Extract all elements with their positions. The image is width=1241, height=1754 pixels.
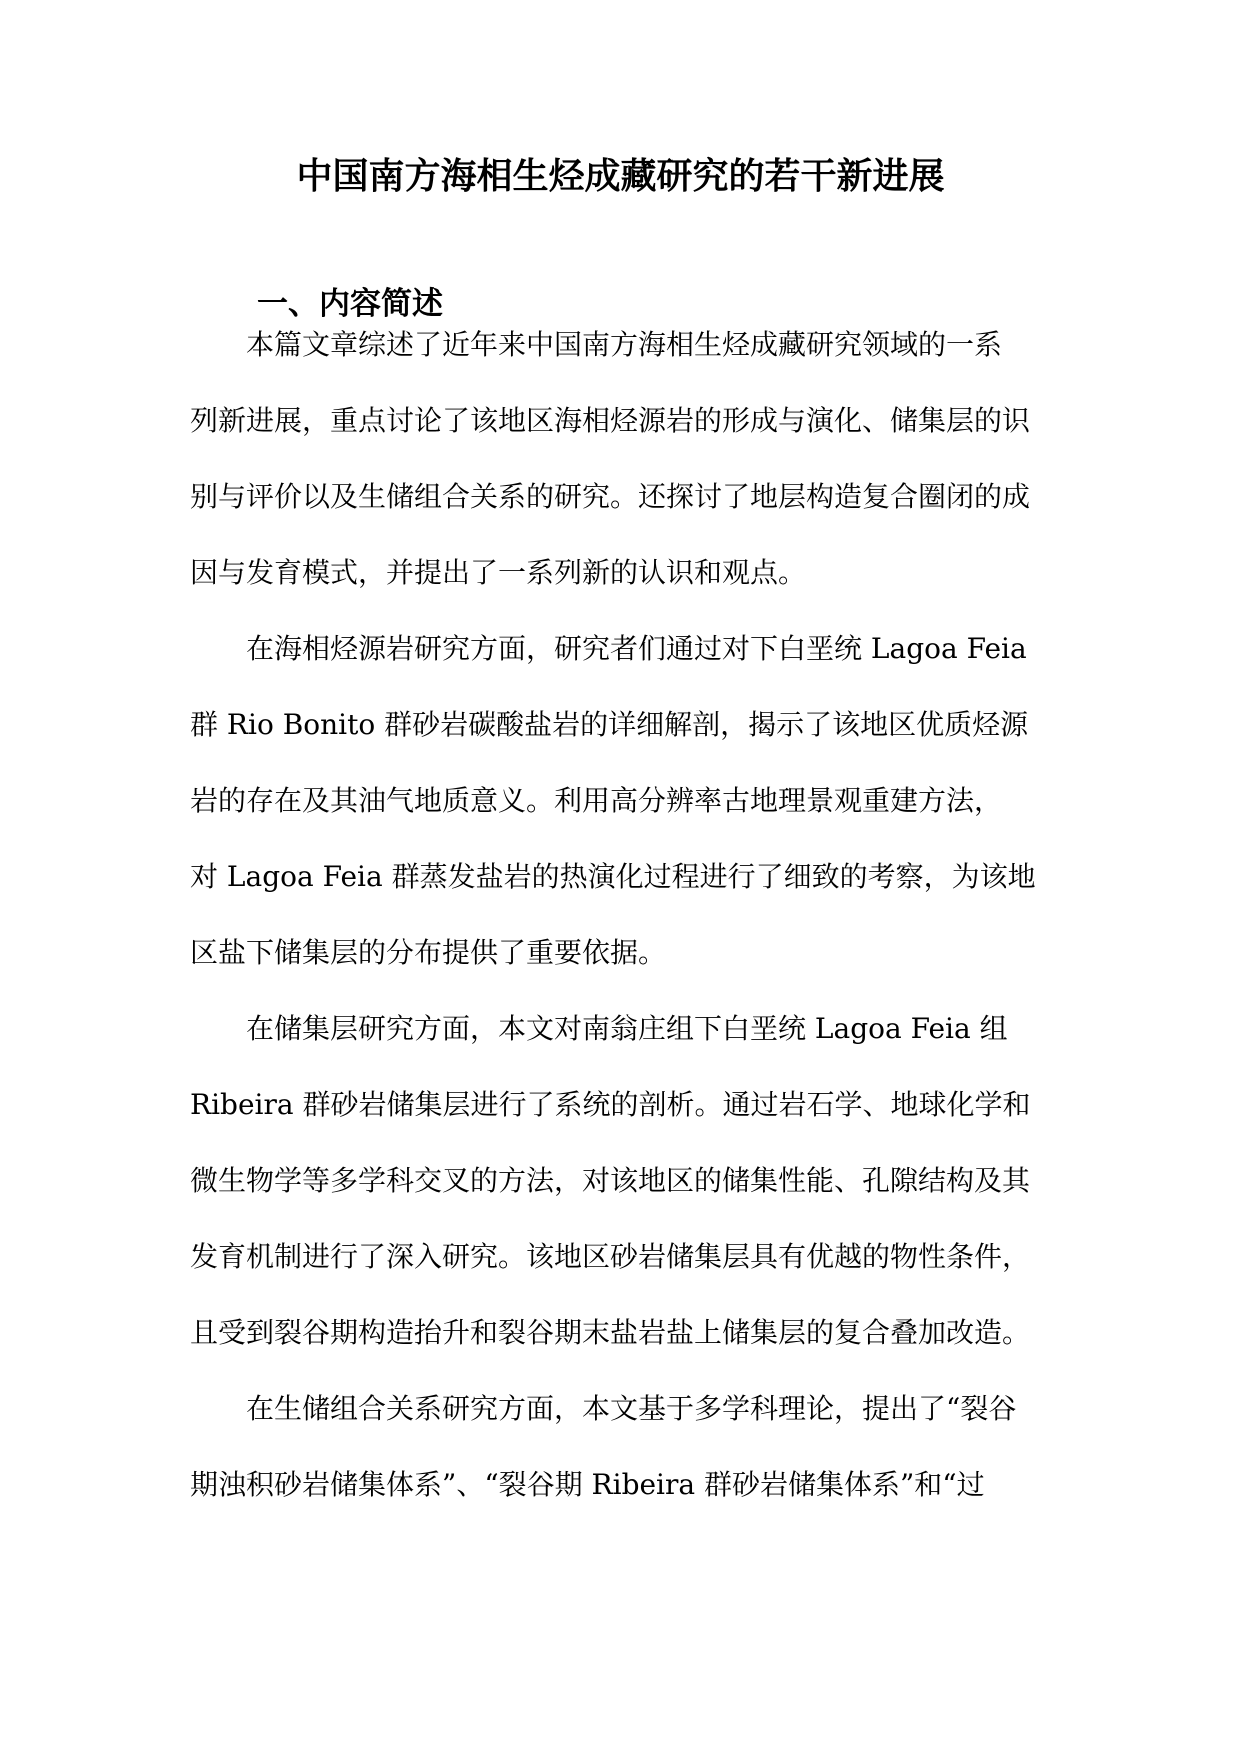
paragraph-line: 且受到裂谷期构造抬升和裂谷期末盐岩盐上储集层的复合叠加改造。	[190, 1316, 1031, 1349]
paragraph-line: 群 Rio Bonito 群砂岩碳酸盐岩的详细解剖，揭示了该地区优质烃源	[190, 708, 1029, 741]
paragraph-line: 本篇文章综述了近年来中国南方海相生烃成藏研究领域的一系	[246, 328, 1003, 361]
paragraph-line: 在储集层研究方面，本文对南翁庄组下白垩统 Lagoa Feia 组	[246, 1012, 1008, 1045]
paragraph-line: 别与评价以及生储组合关系的研究。还探讨了地层构造复合圈闭的成	[190, 480, 1031, 513]
paragraph-2	[190, 611, 1060, 991]
paragraph-line: 在生储组合关系研究方面，本文基于多学科理论，提出了“裂谷	[246, 1392, 1017, 1425]
document-title: 中国南方海相生烃成藏研究的若干新进展	[296, 155, 945, 197]
paragraph-line: 列新进展，重点讨论了该地区海相烃源岩的形成与演化、储集层的识	[190, 404, 1031, 437]
section-heading: 一、内容简述	[257, 286, 443, 322]
paragraph-line: Ribeira 群砂岩储集层进行了系统的剖析。通过岩石学、地球化学和	[190, 1088, 1031, 1121]
paragraph-line: 发育机制进行了深入研究。该地区砂岩储集层具有优越的物性条件，	[190, 1240, 1031, 1273]
paragraph-line: 对 Lagoa Feia 群蒸发盐岩的热演化过程进行了细致的考察，为该地	[190, 860, 1036, 893]
paragraph-line: 岩的存在及其油气地质意义。利用高分辨率古地理景观重建方法，	[190, 784, 1003, 817]
paragraph-1	[190, 307, 1060, 611]
paragraph-3	[190, 991, 1060, 1371]
paragraph-line: 因与发育模式，并提出了一系列新的认识和观点。	[190, 556, 807, 589]
paragraph-line: 区盐下储集层的分布提供了重要依据。	[190, 936, 667, 969]
paragraph-4	[190, 1371, 1060, 1523]
paragraph-line: 期浊积砂岩储集体系”、“裂谷期 Ribeira 群砂岩储集体系”和“过	[190, 1468, 985, 1501]
paragraph-line: 在海相烃源岩研究方面，研究者们通过对下白垩统 Lagoa Feia	[246, 632, 1027, 665]
paragraph-line: 微生物学等多学科交叉的方法，对该地区的储集性能、孔隙结构及其	[190, 1164, 1031, 1197]
